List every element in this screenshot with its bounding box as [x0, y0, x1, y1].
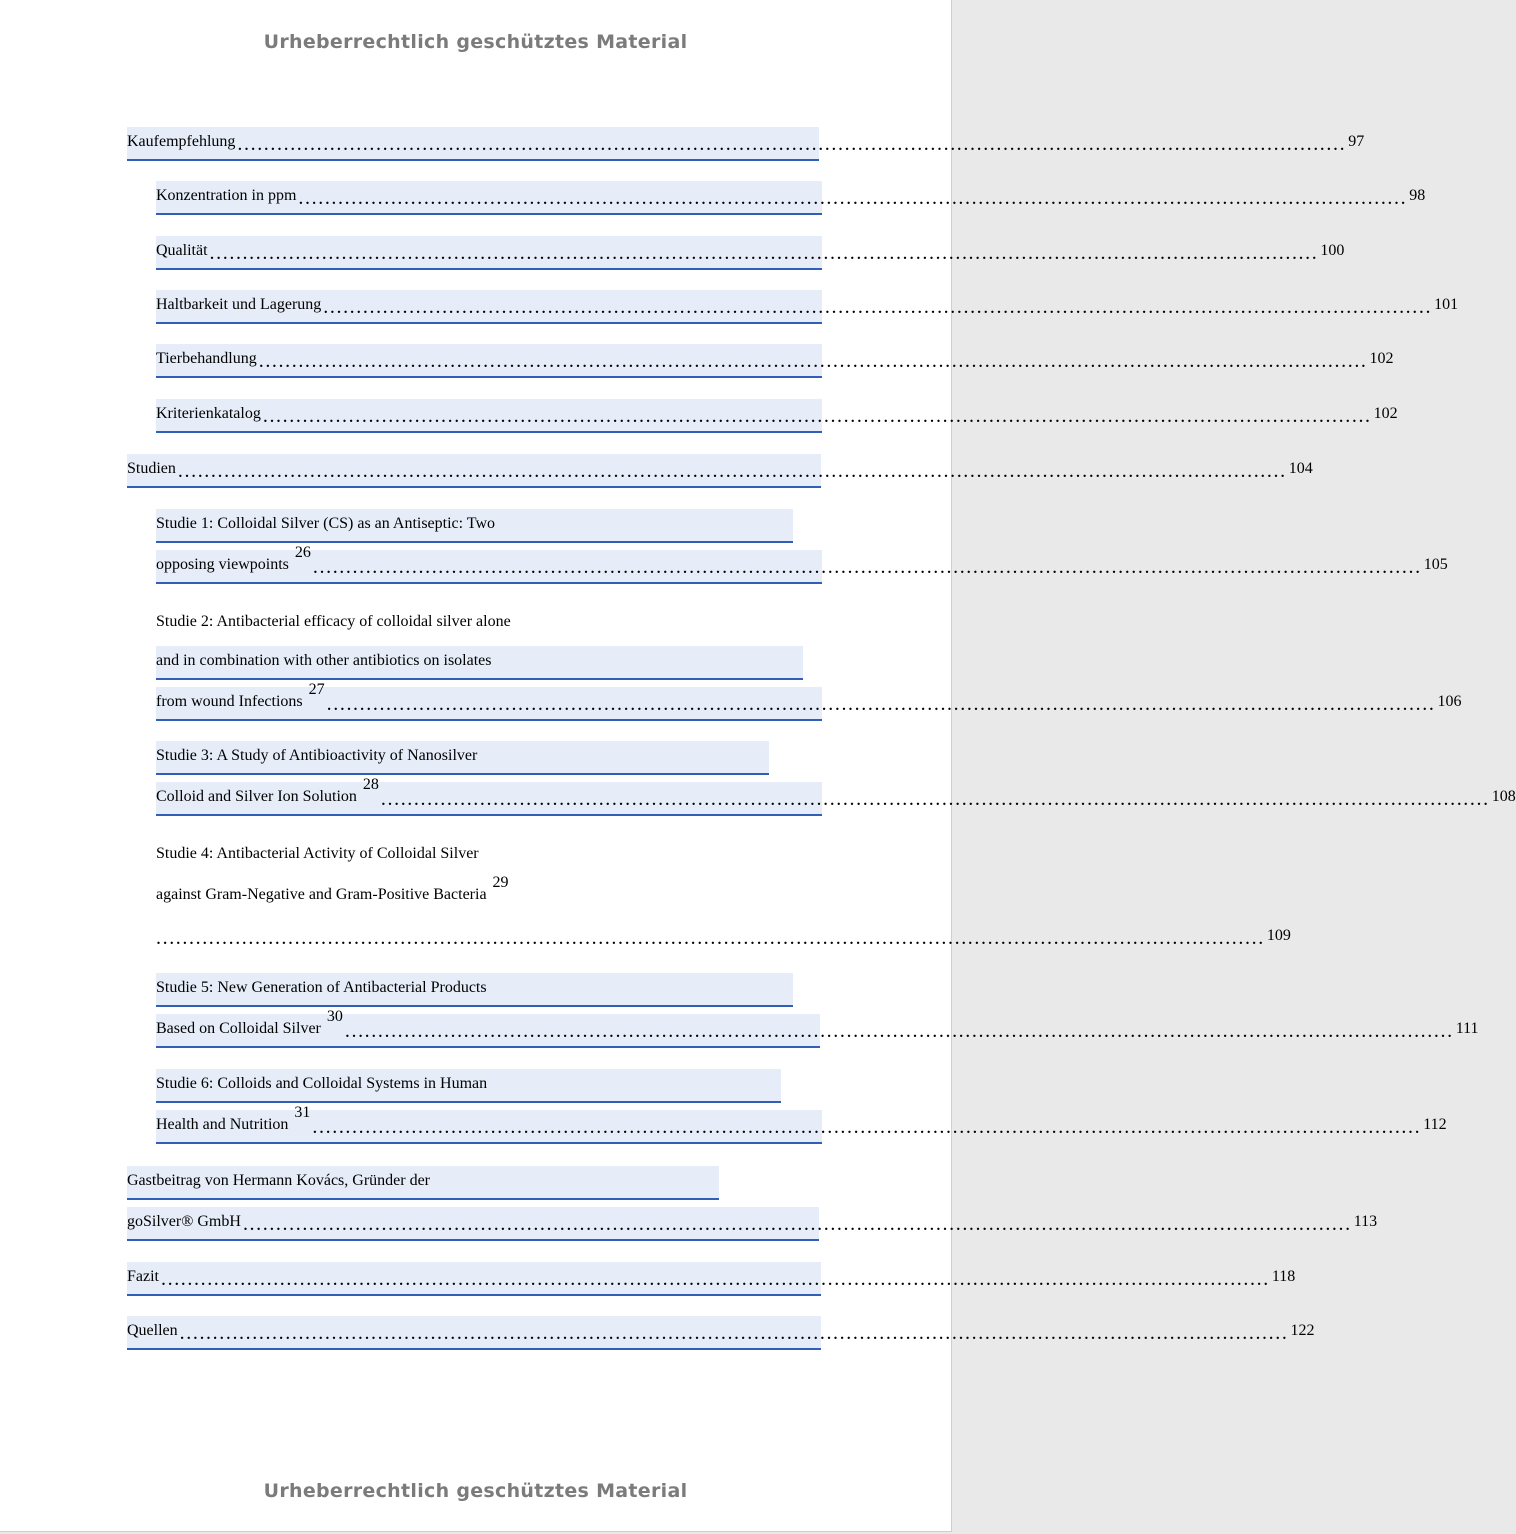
toc-entry-fazit[interactable] — [127, 1262, 1296, 1296]
toc-entry-title-continued: goSilver® GmbH — [127, 1213, 241, 1230]
toc-entry-studie-4-line-2 — [156, 874, 822, 912]
toc-entry-title: Studie 5: New Generation of Antibacterial Products — [156, 979, 487, 996]
toc-page-number: 105 — [1423, 556, 1448, 573]
toc-page-number: 101 — [1434, 296, 1459, 313]
toc-page-number: 118 — [1271, 1268, 1296, 1285]
dot-leader: ........................................................................................................................................................................ — [156, 927, 1265, 949]
dot-leader: ........................................................................................................................................................................ — [179, 1322, 1289, 1344]
toc-entry-gastbeitrag-line-1[interactable] — [127, 1166, 719, 1200]
toc-entry-title: Gastbeitrag von Hermann Kovács, Gründer der — [127, 1172, 431, 1189]
dot-leader: ........................................................................................................................................................................ — [237, 133, 1347, 155]
toc-entry-studie-1-line-1[interactable] — [156, 509, 793, 543]
toc-page-number: 109 — [1266, 927, 1291, 944]
dot-leader: ........................................................................................................................................................................ — [298, 187, 1408, 209]
toc-entry-kaufempfehlung[interactable] — [127, 127, 1365, 161]
toc-entry-title-continued: from wound Infections — [156, 693, 303, 710]
toc-page-number: 112 — [1423, 1116, 1447, 1133]
dot-leader: ........................................................................................................................................................................ — [323, 296, 1433, 318]
toc-entry-studie-4-line-3 — [156, 919, 1291, 953]
copyright-watermark-bottom: Urheberrechtlich geschütztes Material — [263, 1480, 688, 1502]
footnote-reference: 30 — [326, 1008, 343, 1025]
toc-entry-haltbarkeit[interactable] — [156, 290, 1459, 324]
toc-entry-title: Kriterienkatalog — [156, 405, 261, 422]
toc-entry-title-continued: Colloid and Silver Ion Solution — [156, 788, 357, 805]
footnote-reference: 29 — [492, 874, 509, 891]
toc-entry-studie-4-line-1 — [156, 837, 822, 871]
toc-entry-title-continued: Based on Colloidal Silver — [156, 1020, 321, 1037]
footnote-reference: 27 — [308, 681, 325, 698]
toc-entry-title-continued: opposing viewpoints — [156, 556, 289, 573]
dot-leader: ........................................................................................................................................................................ — [380, 788, 1490, 810]
toc-entry-title: Studien — [127, 460, 176, 477]
toc-entry-quellen[interactable] — [127, 1316, 1315, 1350]
toc-entry-title: Kaufempfehlung — [127, 133, 236, 150]
toc-entry-title-continued: against Gram-Negative and Gram-Positive Bacteria — [156, 886, 487, 903]
toc-page-number: 102 — [1369, 350, 1394, 367]
toc-entry-studie-6-line-2[interactable] — [156, 1104, 1447, 1144]
toc-entry-studie-2-line-2[interactable] — [156, 646, 803, 680]
toc-entry-studie-3-line-1[interactable] — [156, 741, 769, 775]
dot-leader: ........................................................................................................................................................................ — [242, 1213, 1352, 1235]
toc-page-number: 97 — [1348, 133, 1365, 150]
toc-page-number: 100 — [1320, 242, 1345, 259]
toc-page-number: 111 — [1455, 1020, 1479, 1037]
dot-leader: ........................................................................................................................................................................ — [326, 693, 1436, 715]
toc-entry-title-continued: Health and Nutrition — [156, 1116, 289, 1133]
toc-page-number: 102 — [1373, 405, 1398, 422]
toc-entry-kriterienkatalog[interactable] — [156, 399, 1398, 433]
dot-leader: ........................................................................................................................................................................ — [312, 1116, 1422, 1138]
toc-entry-title-continued: and in combination with other antibiotics on isolates — [156, 652, 492, 669]
dot-leader: ........................................................................................................................................................................ — [344, 1020, 1454, 1042]
toc-entry-title: Konzentration in ppm — [156, 187, 297, 204]
toc-entry-studie-2-line-3[interactable] — [156, 681, 1462, 721]
dot-leader: ........................................................................................................................................................................ — [258, 350, 1368, 372]
toc-entry-title: Studie 2: Antibacterial efficacy of colloidal silver alone — [156, 613, 511, 630]
dot-leader: ........................................................................................................................................................................ — [209, 242, 1319, 264]
footnote-reference: 28 — [362, 776, 379, 793]
toc-page-number: 113 — [1353, 1213, 1378, 1230]
toc-entry-title: Studie 4: Antibacterial Activity of Colloidal Silver — [156, 845, 479, 862]
toc-page-number: 106 — [1437, 693, 1462, 710]
toc-entry-title: Haltbarkeit und Lagerung — [156, 296, 322, 313]
dot-leader: ........................................................................................................................................................................ — [177, 460, 1287, 482]
toc-entry-studie-5-line-2[interactable] — [156, 1008, 1479, 1048]
toc-page-number: 104 — [1288, 460, 1313, 477]
footnote-reference: 31 — [294, 1104, 311, 1121]
toc-entry-studie-1-line-2[interactable] — [156, 544, 1448, 584]
dot-leader: ........................................................................................................................................................................ — [262, 405, 1372, 427]
toc-entry-qualitaet[interactable] — [156, 236, 1345, 270]
toc-entry-title: Qualität — [156, 242, 208, 259]
toc-entry-title: Studie 6: Colloids and Colloidal Systems in Human — [156, 1075, 488, 1092]
toc-entry-title: Fazit — [127, 1268, 159, 1285]
toc-entry-title: Tierbehandlung — [156, 350, 257, 367]
toc-entry-tierbehandlung[interactable] — [156, 344, 1394, 378]
toc-entry-konzentration[interactable] — [156, 181, 1426, 215]
toc-entry-gastbeitrag-line-2[interactable] — [127, 1207, 1378, 1241]
toc-entry-studie-5-line-1[interactable] — [156, 973, 793, 1007]
toc-page-number: 98 — [1409, 187, 1426, 204]
toc-entry-studie-2-line-1 — [156, 605, 822, 639]
toc-entry-title: Studie 3: A Study of Antibioactivity of Nanosilver — [156, 747, 478, 764]
toc-entry-studie-3-line-2[interactable] — [156, 776, 1516, 816]
toc-entry-title: Quellen — [127, 1322, 178, 1339]
toc-entry-studie-6-line-1[interactable] — [156, 1069, 781, 1103]
footnote-reference: 26 — [294, 544, 311, 561]
toc-entry-title: Studie 1: Colloidal Silver (CS) as an Antiseptic: Two — [156, 515, 496, 532]
dot-leader: ........................................................................................................................................................................ — [312, 556, 1422, 578]
toc-page-number: 108 — [1491, 788, 1516, 805]
copyright-watermark-top: Urheberrechtlich geschütztes Material — [263, 31, 688, 53]
toc-entry-studien[interactable] — [127, 454, 1313, 488]
toc-page-number: 122 — [1290, 1322, 1315, 1339]
dot-leader: ........................................................................................................................................................................ — [161, 1268, 1270, 1290]
